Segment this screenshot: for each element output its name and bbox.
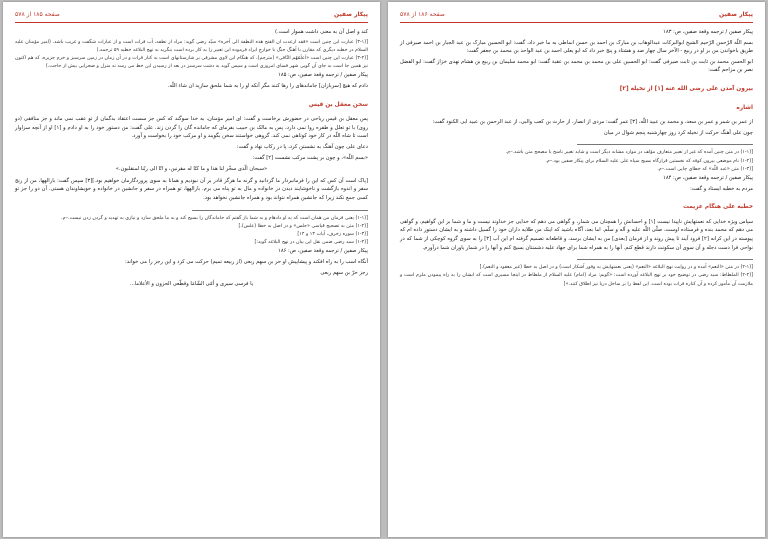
poem-line: یا فرسی سیری و أمّی الشّامَا وقطّعی الحزون و الأعلاما... — [129, 281, 254, 288]
paragraph: [پاک است آن کس که این را فرمانبردار ما گردانید و گرنه ما هرگز قادر بر آن نبودیم و همانا به سوی پروردگارمان خواهیم بود.][۳] سپس گفت: بارالهها، من از رنج سفر و اندوه بازگشت و ناخوشایند دیدن در خانواده و مال به تو پناه می برم. بارالهها، تو همراه در سفر و جانشین در خانواده و خویشاوندان هستی. آن دو را جز تو کسی جمع نکند زیرا که جانشین همراه نتواند بود و همراه جانشین نخواهد بود. — [15, 177, 368, 201]
page-number: صفحه ۱۸۶ از ۵۷۸ — [400, 11, 445, 18]
footnote: [(۳-۲) عبارت این چنین است «اَعلَمُهُم النّافی» (مترجم)، که هنگام ابن لاوی مشرفی بر شارستانهای است به کنار فرات و در آن زمان در زمین سرسبز و خرم جزیره، که هم اکنون نیز همین جا است به جای آن گویی شهر فسای امروزی است و سپس گوید به دشت سرسبز در بعد از رسیدن این خط می رسد نه منزل و صحرایی بیش از حاجت.) — [15, 56, 368, 70]
footnote: [(۲-۲) الملطاط: سید رضی در توضیح خود بر نهج البلاغه آورده است: «گویم: مراد (امام) علیه السلام از ملطاط در اینجا مسیری است که ایشان را به راه پیمودن ملزم است و ملازمت آن مأمور کرده و آن کناره فرات بوده است. این لفظ را بر ساحل دریا نیز اطلاق کنند.»] — [400, 273, 753, 287]
page-reference: پیکار صفین / ترجمه وقعة صفین، ص: ۱۸۵ — [278, 72, 368, 79]
paragraph: «بسم اللّه»، و چون بر پشت مرکب نشست [۲] گفت: — [252, 154, 368, 161]
header-title: پیکار صفین — [719, 11, 753, 18]
paragraph: رجز حرّ بن سهم ربعی — [320, 269, 368, 276]
footnote: [(۳-۱) عبارت این چنین است «فقد ارعدت ان الفتح هذه النطفة الی آخره» سیّد رضی گوید: مراد از نطفه، آب فرات است و از عبارات شگفت و غریب باشد. (امیر مؤمنان علیه السلام در خطبه دیگری که مقارن با آهنگ جنگ با خوارج ایراد فرموده این تعبیر را به کار برده است بنگرید به نهج البلاغه خطبه ۵۹ ترجمه.) — [15, 39, 368, 53]
header-title: پیکار صفین — [334, 11, 368, 18]
paragraph: دادم که هیچ [سربازان] جاماندهای را رها کنند مگر آنکه او را به شما ملحق سازید ان شاء اللّه. — [167, 83, 368, 89]
page-body — [15, 28, 368, 531]
paragraph: از عمر بن شمر و عمر بن سعد، و محمد بن عبید اللّه، [۳] عمر گفت: مردی از انصار، از حارث بن کعب والبی، از عبد الرحمن بن عبید ابی الکنود گفت: — [432, 119, 753, 126]
page-reference: پیکار صفین / ترجمه وقعة صفین، ص: ۱۸۳ — [663, 29, 753, 35]
page-number: صفحه ۱۸۵ از ۵۷۸ — [15, 11, 60, 18]
section-heading: بیرون آمدن علی رضی الله عنه [۱] از نخیله [۲] — [619, 85, 753, 92]
paragraph: سپاس ویژه خدایی که نعمتهایش ناپیدا نیست [۱] و احسانش را همچنان می شمار، و گواهی می دهم که خدایی جز خداوند نیست و ما و شما بر این گواهیم، و گواهی می دهم که محمد بنده و فرستاده اوست، صلّی اللّه علیه و آله و سلّم. اما بعد، آگاه باشید که اینک من طلایه داران خود را گسیل داشته و به ایشان دستور داده ام که پیوسته در این کرانه [۲] فرود آیند تا پیش روند و از فرمان [بعدی] من به ایشان برسد، و قاطعانه تصمیم گرفته ام این آب [۳] را به سوی گروه کوچکی از شما که در نواحی فرا دست دجله و آن سوی آن سکونت دارند قطع کنم. آنها را به همراه شما برای جهاد علیه دشمنتان بسیج کنم و آنها را در شمار یاوران شما درآورم. — [400, 218, 753, 251]
section-heading: خطبه علی هنگام عزیمت — [683, 204, 753, 211]
paragraph: بسم اللّه الرّحمن الرّحیم الشیخ ابوالبرکات عبدالوهاب بن مبارک بن احمد بن حسن انماطی به ما خبر داد، گفت: ابو الحسین مبارک بن عبد الجبار بن احمد صیرفی از طریق باخواندن من بر او در ربیع - الآخر سال چهار صد و هشتاد و پنج خبر داد که ابو یعلی احمد بن عبد الواحد بن محمد بن جعفر گفت: — [400, 39, 753, 55]
page-reference: پیکار صفین / ترجمه وقعة صفین، ص: ۱۸۴ — [663, 174, 753, 181]
paragraph: دعای علی چون آهنگ به نشستن کرد، پا در رکاب نهاد و گفت: — [236, 143, 368, 150]
page-right — [388, 2, 765, 537]
page-header — [15, 10, 368, 23]
footnote: [(۱-۱) یعنی فرمان من همان است که به او دادهام و به شما باز گفتم که جاماندگان را بسیج کند و به ما ملحق سازد و نیازی به تهدید و گردن زدن نیست.–م. — [61, 215, 368, 221]
section-subheading: اشاره — [736, 104, 753, 111]
footnote-separator — [192, 210, 369, 211]
footnote: [(۱-۲) نام موضعی بیرون کوفه که نخستین قرارگاه بسیج سپاه علی علیه السلام برای پیکار صفین بود.–م. — [545, 158, 753, 164]
footnote: [(۲-۱) در متن «النعم» آمده و در روایت نهج البلاغه «النعم» (یعنی نعمتهایش به وفور آشکار است) و در اصل به خطا (غیر معقود و النعم).] — [479, 265, 753, 271]
footnote: [(۱-۴) سید رضی ضمن نقل این بیان در نهج البلاغه گوید:] — [254, 240, 368, 246]
page-left — [3, 2, 380, 537]
footnote-separator — [577, 259, 754, 260]
paragraph: پس معقل بن قیس ریاحی در حضورش برخاست و گفت: ای امیر مؤمنان، به خدا سوگند که کس جز سست اعتقاد بدگمان از تو عقب نمی ماند و جز منافقی (دو روی) با تو تعلل و طفره روا نمی دارد، پس به مالک بن حبیب بفرمای که جامانده گان را گردن زند. علی گفت: من دستور خود را به او دادم و [۱] او از آنچه سزاوار است تا شاه اللّه در کار خود کوتاهی نمی کند. گروهی خواستند سخن بگویند و او مرکب خود را بخواست و آورد. — [15, 116, 368, 140]
section-heading: سخن معقل بن قیس — [308, 101, 368, 108]
footnote: [(۱-۳) سوره زخرف، آیات ۱۳ و ۱۴] — [297, 231, 368, 237]
footnote-separator — [577, 144, 754, 145]
footnote: [(۱-۱) در متن چنین آمده که غیر از تعبیر متعارف مؤلف در موارد مشابه دیگر است و شاید تعبیر ناسخ یا مصحح متن باشد.–م. — [505, 150, 753, 156]
paragraph: آنگاه اسب را به راه افکند و پیشاپیش او حر بن سهم ربعی (از ربیعه تمیم) حرکت می کرد و این رجز را می خواند: — [125, 258, 368, 265]
quran-verse: «سبحان الّذی سخّر لنا هذا و ما کنّا له مقرنین، و انّا الی ربّنا لمنقلبون.» — [115, 166, 268, 173]
paragraph: ابو الحسن محمد بن ثابت بن ثابت صیرفی گفت: ابو الحسین علی بن محمد بن محمد بن عقبة گفت: ابو محمد سلیمان بن ربیع بن هشام نهدی خزاز گفت: ابو الفضل نصر بن مزاحم گفت: — [400, 58, 753, 74]
page-header — [400, 10, 753, 23]
paragraph: مردم به خطبه ایستاد و گفت: — [690, 185, 753, 192]
paragraph: کند و اصل آن به معنی داشت هموار است.) — [275, 29, 368, 35]
paragraph: چون علی آهنگ حرکت از نخیله کرد روز چهارشنبه پنجم شوال در میان — [603, 129, 753, 136]
footnote: [(۱-۳) متن «عبد اللّه» که خطای چاپی است.–م. — [657, 166, 753, 172]
footnote: [(۱-۲) متن به تصحیح قیاسی «جلس» و در اصل به خطا (علس).] — [238, 223, 368, 229]
page-body — [400, 28, 753, 531]
page-reference: پیکار صفین / ترجمه وقعة صفین، ص: ۱۸۶ — [278, 248, 368, 255]
